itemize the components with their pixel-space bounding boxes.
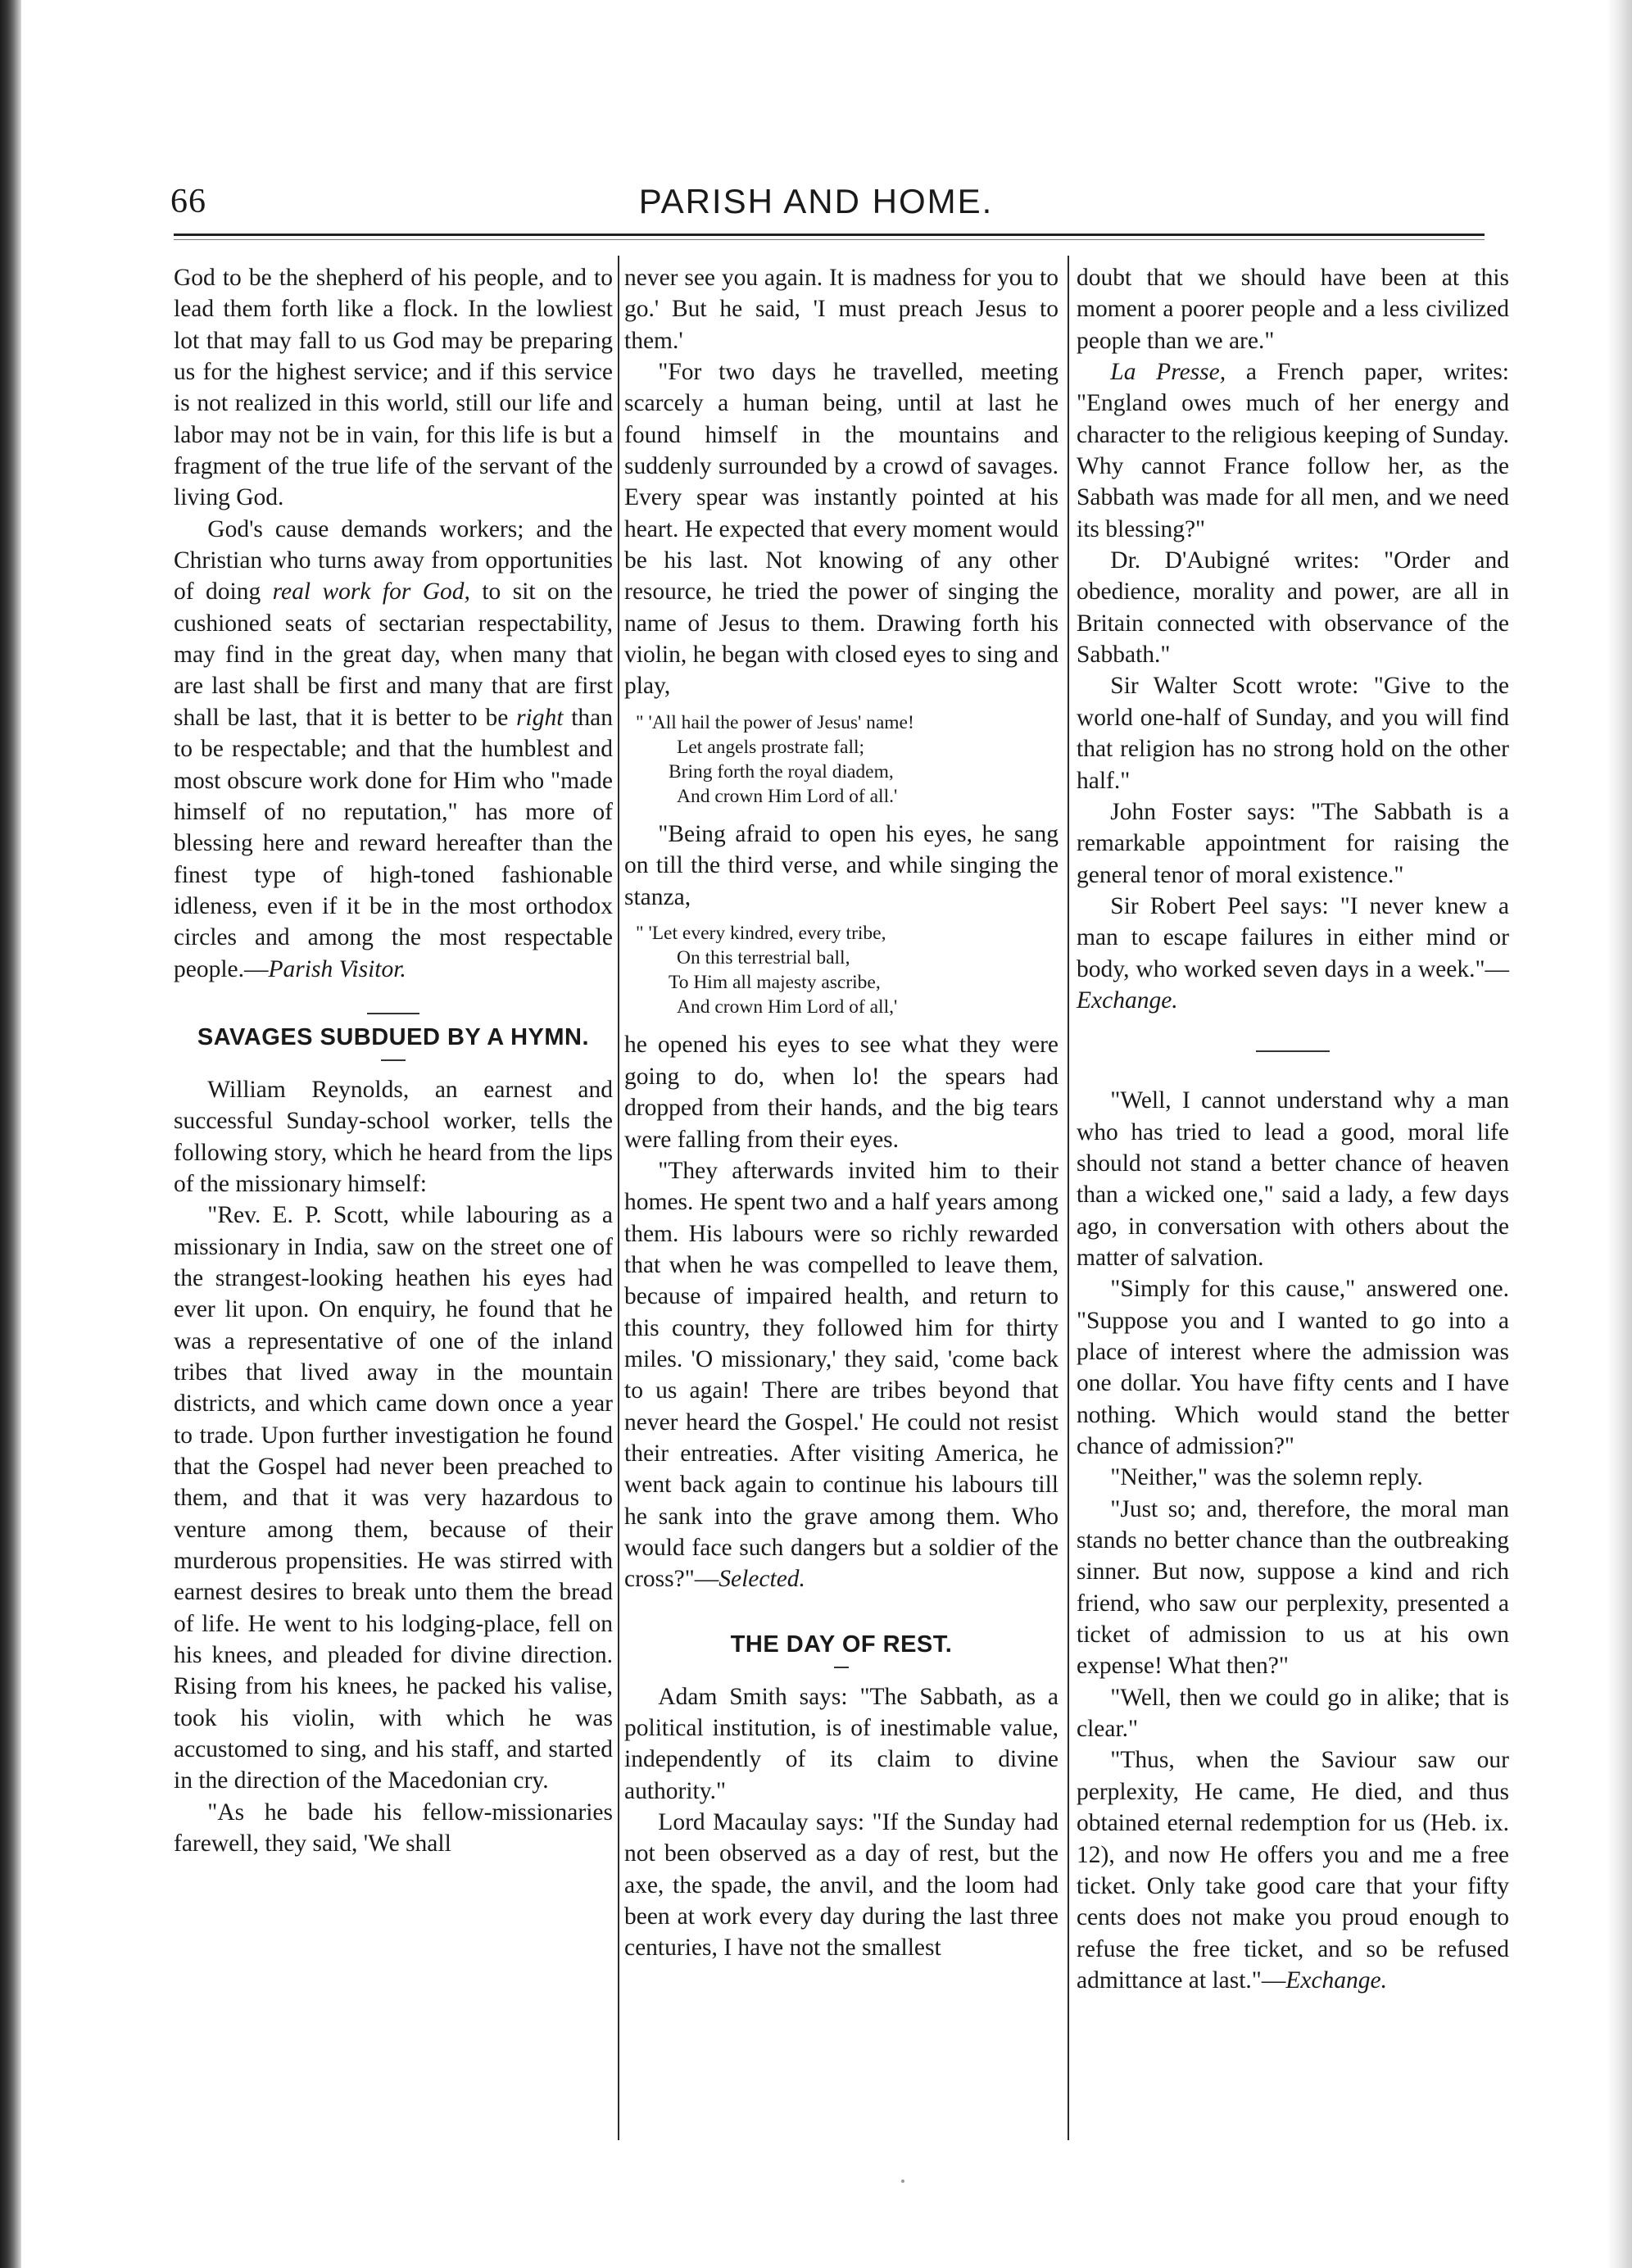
- section-heading-day-of-rest: THE DAY OF REST.: [730, 1631, 953, 1658]
- paragraph: [1077, 356, 1509, 545]
- hymn-verse: [624, 710, 1059, 809]
- paragraph: "Neither," was the solemn reply.: [1110, 1464, 1423, 1491]
- column-1: [174, 262, 613, 1860]
- paragraph: "As he bade his fellow-missionaries farewell, they said, 'We shall: [174, 1799, 613, 1857]
- print-speck: [901, 2180, 904, 2183]
- paragraph: [174, 514, 613, 985]
- paragraph: [1077, 891, 1509, 1016]
- text-run: than to be respectable; and that the humblest and most obscure work done for Him who "made himself of no reputation," has more of blessing here and reward hereafter than the finest type of high-toned fashionable idleness, even if it be in the most orthodox circles and among the most respectable people.—: [174, 704, 613, 982]
- header-rule: [174, 234, 1485, 240]
- verse-line: And crown Him Lord of all,': [677, 996, 898, 1018]
- paragraph: Adam Smith says: "The Sabbath, as a political institution, is of inestimable value, independently of its claim to divine authority.": [624, 1683, 1059, 1804]
- publication-name: La Presse,: [1110, 359, 1226, 386]
- running-head-title: PARISH AND HOME.: [638, 182, 994, 220]
- text-run: "Thus, when the Saviour saw our perplexity, He came, He died, and thus obtained eternal redemption for us (Heb. ix. 12), and now He offers you and me a free ticket. Only take good care that your fifty cents does not make you proud enough to refuse the free ticket, and so be refused admittance at last."—: [1077, 1747, 1509, 1994]
- paragraph: never see you again. It is madness for you to go.' But he said, 'I must preach Jesus to them.': [624, 265, 1059, 354]
- book-binding-edge: [0, 0, 21, 2268]
- verse-line: " 'Let every kindred, every tribe,: [636, 923, 886, 945]
- verse-line: Bring forth the royal diadem,: [669, 760, 894, 782]
- paragraph: "Being afraid to open his eyes, he sang on till the third verse, and while singing the stanza,: [624, 821, 1059, 910]
- paragraph: "Well, I cannot understand why a man who has tried to lead a good, moral life should not stand a better chance of heaven than a wicked one," said a lady, a few days ago, in conversation with others about the matter of salvation.: [1077, 1087, 1509, 1271]
- paragraph: Dr. D'Aubigné writes: "Order and obedience, morality and power, are all in Britain connected with observance of the Sabbath.": [1077, 547, 1509, 669]
- column-3: [1077, 262, 1509, 1996]
- paragraph: John Foster says: "The Sabbath is a remarkable appointment for raising the general tenor of moral existence.": [1077, 798, 1509, 888]
- paragraph: "For two days he travelled, meeting scarcely a human being, until at last he found himself in the mountains and suddenly surrounded by a crowd of savages. Every spear was instantly pointed at his heart. He expected that every moment would be his last. Not knowing of any other resource, he tried the power of singing the name of Jesus to them. Drawing forth his violin, he began with closed eyes to sing and play,: [624, 359, 1059, 700]
- section-divider: [367, 1013, 419, 1014]
- paragraph: Lord Macaulay says: "If the Sunday had not been observed as a day of rest, but the axe, the spade, the anvil, and the loom had been at work every day during the last three centuries, I have not the smallest: [624, 1809, 1059, 1962]
- paragraph: Sir Walter Scott wrote: "Give to the world one-half of Sunday, and you will find that religion has no strong hold on the other half.": [1077, 673, 1509, 794]
- text-run: "They afterwards invited him to their homes. He spent two and a half years among them. His labours were so richly rewarded that when he was compelled to leave them, because of impaired health, and return to this country, they followed him for thirty miles. 'O missionary,' they said, 'come back to us again! There are tribes beyond that never heard the Gospel.' He could not resist their entreaties. After visiting America, he went back again to continue his labours till he sank into the grave among them. Who would face such dangers but a soldier of the cross?"—: [624, 1157, 1059, 1593]
- source-credit: Exchange.: [1077, 987, 1178, 1014]
- paragraph: "Well, then we could go in alike; that is clear.": [1077, 1684, 1509, 1743]
- verse-line: " 'All hail the power of Jesus' name!: [636, 711, 914, 733]
- paragraph: doubt that we should have been at this moment a poorer people and a less civilized people than we are.": [1077, 265, 1509, 354]
- source-credit: Selected.: [719, 1566, 805, 1593]
- verse-line: Let angels prostrate fall;: [677, 736, 865, 758]
- italic-emphasis: real work for God,: [272, 578, 470, 606]
- paragraph: "Just so; and, therefore, the moral man stands no better chance than the outbreaking sinner. But now, suppose a kind and rich friend, who saw our perplexity, presented a ticket of admission to us at his own expense! What then?": [1077, 1495, 1509, 1680]
- heading-divider: [834, 1667, 849, 1668]
- column-rule-left: [618, 256, 619, 2140]
- page-right-edge: [1607, 0, 1632, 2268]
- verse-line: To Him all majesty ascribe,: [669, 972, 881, 994]
- text-run: a French paper, writes: "England owes much of her energy and character to the religious keeping of Sunday. Why cannot France follow her, as the Sabbath was made for all men, and we need its blessing?": [1077, 359, 1509, 542]
- section-heading-savages: SAVAGES SUBDUED BY A HYMN.: [197, 1023, 590, 1050]
- text-run: God's cause demands workers; and the Christian who turns away from opportunities of doing: [174, 515, 613, 606]
- italic-emphasis: right: [516, 704, 564, 731]
- paragraph: he opened his eyes to see what they were going to do, when lo! the spears had dropped from their hands, and the big tears were falling from their eyes.: [624, 1032, 1059, 1153]
- text-run: to sit on the cushioned seats of sectarian respectability, may find in the great day, when many that are last shall be first and many that are first shall be last, that it is better to be: [174, 578, 613, 731]
- source-credit: Parish Visitor.: [268, 955, 406, 982]
- text-run: Sir Robert Peel says: "I never knew a man to escape failures in either mind or body, who worked seven days in a week."—: [1077, 892, 1509, 982]
- page-number: 66: [170, 183, 206, 220]
- section-divider: [1256, 1050, 1330, 1052]
- verse-line: And crown Him Lord of all.': [677, 786, 898, 808]
- verse-line: On this terrestrial ball,: [677, 947, 850, 969]
- paragraph: William Reynolds, an earnest and successful Sunday-school worker, tells the following story, which he heard from the lips of the missionary himself:: [174, 1076, 613, 1197]
- heading-divider: [381, 1059, 406, 1061]
- paragraph: [624, 1155, 1059, 1595]
- paragraph: [1077, 1744, 1509, 1996]
- paragraph: God to be the shepherd of his people, and to lead them forth like a flock. In the lowliest lot that may fall to us God may be preparing us for the highest service; and if this service is not realized in this world, still our life and labor may not be in vain, for this life is but a fragment of the true life of the servant of the living God.: [174, 265, 613, 511]
- source-credit: Exchange.: [1285, 1966, 1388, 1994]
- paragraph: "Rev. E. P. Scott, while labouring as a missionary in India, saw on the street one of the strangest-looking heathen his eyes had ever lit upon. On enquiry, he found that he was a representative of one of the inland tribes that lived away in the mountain districts, and which came down once a year to trade. Upon further investigation he found that the Gospel had never been preached to them, and that it was very hazardous to venture among them, because of their murderous propensities. He was stirred with earnest desires to break unto them the bread of life. He went to his lodging-place, fell on his knees, and pleaded for divine direction. Rising from his knees, he packed his valise, took his violin, with which he was accustomed to sing, and his staff, and started in the direction of the Macedonian cry.: [174, 1202, 613, 1794]
- column-2: [624, 262, 1059, 1964]
- column-rule-right: [1068, 256, 1069, 2140]
- paragraph: "Simply for this cause," answered one. "Suppose you and I wanted to go into a place of interest where the admission was one dollar. You have fifty cents and I have nothing. Which would stand the better chance of admission?": [1077, 1276, 1509, 1460]
- hymn-verse: [624, 921, 1059, 1019]
